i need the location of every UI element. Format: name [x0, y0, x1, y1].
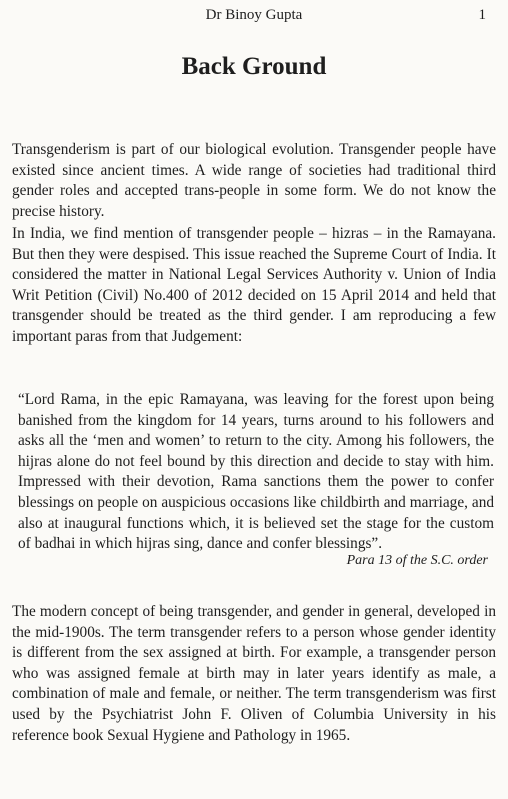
page-number: 1: [478, 7, 486, 23]
chapter-title: Back Ground: [181, 53, 327, 80]
block-quote: “Lord Rama, in the epic Ramayana, was leaving for the forest upon being banished from the kingdom for 14 years, turns around to his followers and asks all the ‘men and women’ to return to the city. Among his followers, the hijras alone do not feel bound by this direction and decide to stay with him. Impressed with their devotion, Rama sanctions them the power to confer blessings on people on auspicious occasions like childbirth and marriage, and also at inaugural functions which, it is believed set the stage for the custom of badhai in which hijras sing, dance and confer blessings”.: [18, 391, 494, 553]
running-header: [0, 4, 508, 26]
paragraph-intro: Transgenderism is part of our biological evolution. Transgender people have existed since ancient times. A wide range of societies had traditional third gender roles and accepted trans-people in some form. We do not know the precise history.: [12, 141, 496, 220]
paragraph-modern-concept: The modern concept of being transgender, and gender in general, developed in the mid-1900s. The term transgender refers to a person whose gender identity is different from the sex assigned at birth. For example, a transgender person who was assigned female at birth may in later years identify as male, a combination of male and female, or neither. The term transgenderism was first used by the Psychiatrist John F. Oliven of Columbia University in his reference book Sexual Hygiene and Pathology in 1965.: [12, 603, 496, 744]
paragraph-india: In India, we find mention of transgender people – hizras – in the Ramayana. But then they were despised. This issue reached the Supreme Court of India. It considered the matter in National Legal Services Authority v. Union of India Writ Petition (Civil) No.400 of 2012 decided on 15 April 2014 and held that transgender should be treated as the third gender. I am reproducing a few important paras from that Judgement:: [12, 225, 496, 345]
author-name: Dr Binoy Gupta: [205, 7, 303, 23]
quote-citation: Para 13 of the S.C. order: [346, 553, 488, 568]
